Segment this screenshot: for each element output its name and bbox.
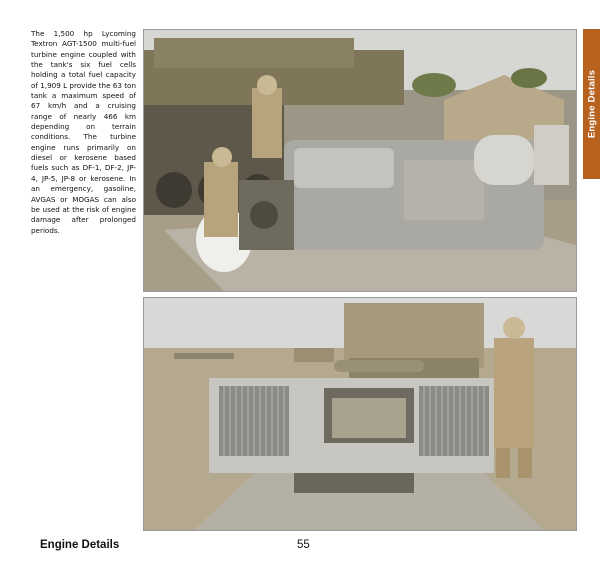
photo-tank-rear-radiators xyxy=(143,297,577,531)
photo-engine-pack-removed xyxy=(143,29,577,292)
footer-section-title: Engine Details xyxy=(40,539,120,551)
side-tab-label: Engine Details xyxy=(586,69,597,139)
section-side-tab xyxy=(583,29,600,179)
photo-caption: The 1,500 hp Lycoming Textron AGT-1500 multi-fuel turbine engine coupled with the tank's six fuel cells holding a total fuel capacity of 1,909 L provide the 63 ton tank a maximum speed of 67 km/h and a cruising range of nearly 466 km depending on terrain conditions. The turbine engine runs primarily on diesel or kerosene based fuels such as DF-1, DF-2, JP-4, JP-5, JP-8 or kerosene. In an emergency, gasoline, AVGAS or MOGAS can also be used at the risk of engine damage after prolonged periods. xyxy=(31,29,136,235)
page-number: 55 xyxy=(297,539,310,551)
